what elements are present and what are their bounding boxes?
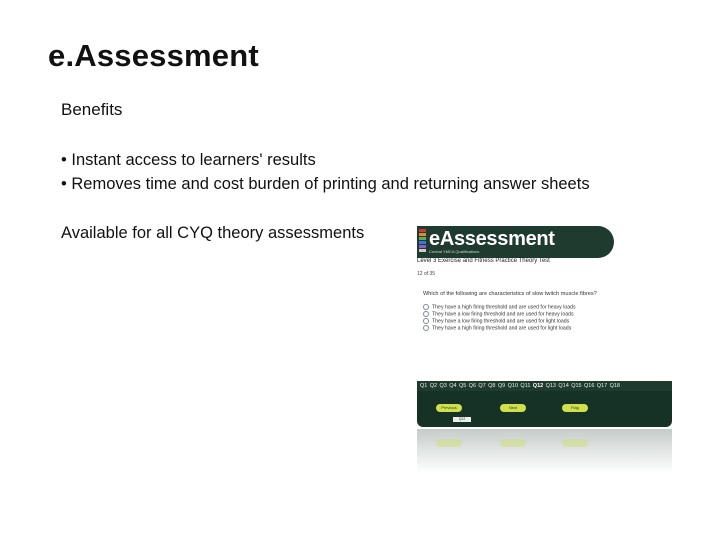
question-number-link[interactable]: Q7	[478, 383, 486, 389]
answer-option-label: They have a high firing threshold and are used for light loads	[432, 325, 572, 332]
answer-option[interactable]	[423, 325, 576, 332]
screenshot-logo-subtitle: Central YMCA Qualifications	[429, 249, 480, 254]
eassessment-screenshot	[417, 226, 672, 476]
reflection-shape	[436, 439, 462, 447]
radio-icon[interactable]	[423, 311, 429, 317]
question-number-link[interactable]: Q14	[558, 383, 569, 389]
current-question-link[interactable]: Q12	[532, 383, 544, 389]
question-number-link[interactable]: Q16	[583, 383, 595, 389]
question-text: Which of the following are characteristics of slow twitch muscle fibres?	[423, 291, 597, 297]
question-number-link[interactable]: Q10	[507, 383, 519, 389]
question-number-link[interactable]: Q6	[468, 383, 477, 389]
answer-option-label: They have a high firing threshold and are used for heavy loads	[432, 304, 576, 311]
question-number-link[interactable]: Q17	[596, 383, 608, 389]
test-title: Level 3 Exercise and Fitness Practice Theory Test	[417, 258, 550, 264]
question-number-link[interactable]: Q3	[439, 383, 447, 389]
question-number-link[interactable]: Q18	[609, 383, 620, 389]
benefits-heading: Benefits	[61, 100, 123, 119]
answer-option[interactable]	[423, 311, 576, 318]
question-number-link[interactable]: Q2	[429, 383, 438, 389]
question-number-link[interactable]: Q9	[497, 383, 506, 389]
benefit-bullet-1: • Instant access to learners' results	[61, 151, 316, 169]
answer-option-label: They have a low firing threshold and are used for heavy loads	[432, 311, 574, 318]
reflection-shape	[562, 439, 588, 447]
question-number-link[interactable]: Q8	[488, 383, 496, 389]
flag-button[interactable]: Flag	[562, 404, 588, 412]
question-indicator: Q12	[453, 417, 471, 422]
question-number-link[interactable]: Q15	[571, 383, 582, 389]
logo-stripes-icon	[419, 229, 426, 255]
previous-button[interactable]: Previous	[436, 404, 462, 412]
question-number-link[interactable]: Q13	[545, 383, 556, 389]
screenshot-logo: eAssessment	[429, 228, 555, 250]
availability-text: Available for all CYQ theory assessments	[61, 224, 365, 242]
benefit-bullet-2: • Removes time and cost burden of printing and returning answer sheets	[61, 175, 590, 193]
answer-options	[423, 304, 576, 332]
radio-icon[interactable]	[423, 304, 429, 310]
question-number-link[interactable]: Q5	[458, 383, 467, 389]
screenshot-reflection	[417, 429, 672, 473]
answer-option[interactable]	[423, 318, 576, 325]
radio-icon[interactable]	[423, 318, 429, 324]
answer-option-label: They have a low firing threshold and are used for light loads	[432, 318, 570, 325]
question-number-link[interactable]: Q11	[520, 383, 531, 389]
next-button[interactable]: Next	[500, 404, 526, 412]
answer-option[interactable]	[423, 304, 576, 311]
benefits-list	[61, 148, 590, 196]
question-counter: 12 of 35	[417, 271, 436, 277]
screenshot-footer	[417, 391, 672, 427]
question-number-bar	[417, 381, 672, 391]
question-number-link[interactable]: Q1	[420, 383, 428, 389]
radio-icon[interactable]	[423, 325, 429, 331]
reflection-shape	[500, 439, 526, 447]
question-number-link[interactable]: Q4	[449, 383, 457, 389]
screenshot-header	[417, 226, 614, 258]
slide-title: e.Assessment	[48, 38, 259, 73]
